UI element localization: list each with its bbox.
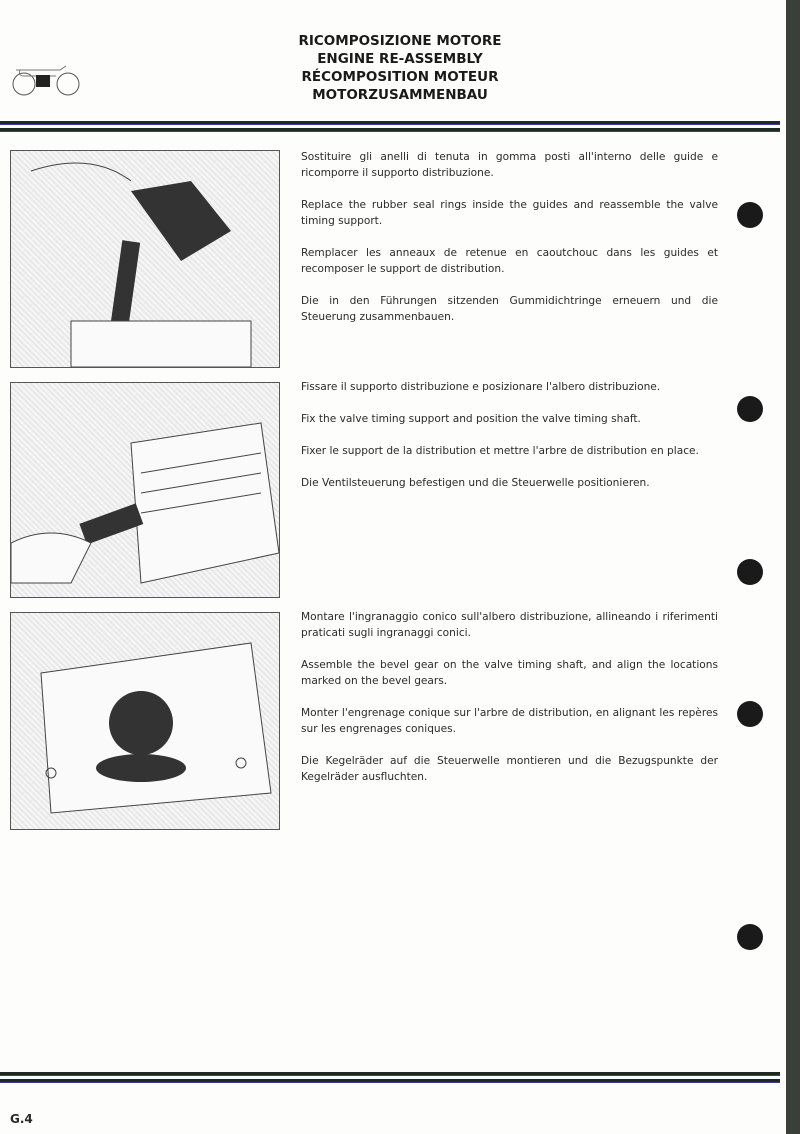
binder-hole-icon <box>737 701 763 727</box>
paragraph-it: Montare l'ingranaggio conico sull'albero distribuzione, allineando i riferimenti praticati sugli ingranaggi conici. <box>301 611 718 639</box>
page-number: G.4 <box>10 1112 33 1126</box>
paragraph-it: Sostituire gli anelli di tenuta in gomma posti all'interno delle guide e ricomporre il supporto distribuzione. <box>301 151 718 179</box>
paragraph-de: Die Kegelräder auf die Steuerwelle montieren und die Bezugspunkte der Kegelräder ausfluchten. <box>301 755 718 783</box>
title-it: RICOMPOSIZIONE MOTORE <box>298 33 502 49</box>
paragraph-fr: Remplacer les anneaux de retenue en caoutchouc dans les guides et recomposer le support de distribution. <box>301 247 718 275</box>
binder-hole-icon <box>737 559 763 585</box>
footer-divider <box>0 1079 780 1083</box>
paragraph-en: Fix the valve timing support and position the valve timing shaft. <box>301 413 641 425</box>
paragraph-en: Replace the rubber seal rings inside the guides and reassemble the valve timing support. <box>301 199 718 227</box>
step-2-text <box>301 379 718 507</box>
figure-timing-support <box>10 382 280 598</box>
page-title <box>240 32 560 104</box>
figure-seal-rings <box>10 150 280 368</box>
footer-divider <box>0 1072 780 1076</box>
paragraph-it: Fissare il supporto distribuzione e posizionare l'albero distribuzione. <box>301 381 661 393</box>
scan-edge <box>786 0 800 1134</box>
header-divider <box>0 121 780 125</box>
title-de: MOTORZUSAMMENBAU <box>312 87 488 103</box>
step-1-text <box>301 149 718 341</box>
binder-hole-icon <box>737 202 763 228</box>
binder-hole-icon <box>737 924 763 950</box>
header-divider <box>0 128 780 132</box>
binder-hole-icon <box>737 396 763 422</box>
paragraph-en: Assemble the bevel gear on the valve timing shaft, and align the locations marked on the bevel gears. <box>301 659 718 687</box>
figure-bevel-gear <box>10 612 280 830</box>
paragraph-de: Die Ventilsteuerung befestigen und die Steuerwelle positionieren. <box>301 477 650 489</box>
paragraph-de: Die in den Führungen sitzenden Gummidichtringe erneuern und die Steuerung zusammenbauen. <box>301 295 718 323</box>
title-en: ENGINE RE-ASSEMBLY <box>317 51 483 67</box>
step-3-text <box>301 609 718 801</box>
motorcycle-logo-icon <box>10 58 82 98</box>
paragraph-fr: Monter l'engrenage conique sur l'arbre de distribution, en alignant les repères sur les engrenages coniques. <box>301 707 718 735</box>
paragraph-fr: Fixer le support de la distribution et mettre l'arbre de distribution en place. <box>301 445 699 457</box>
title-fr: RÉCOMPOSITION MOTEUR <box>301 69 499 85</box>
